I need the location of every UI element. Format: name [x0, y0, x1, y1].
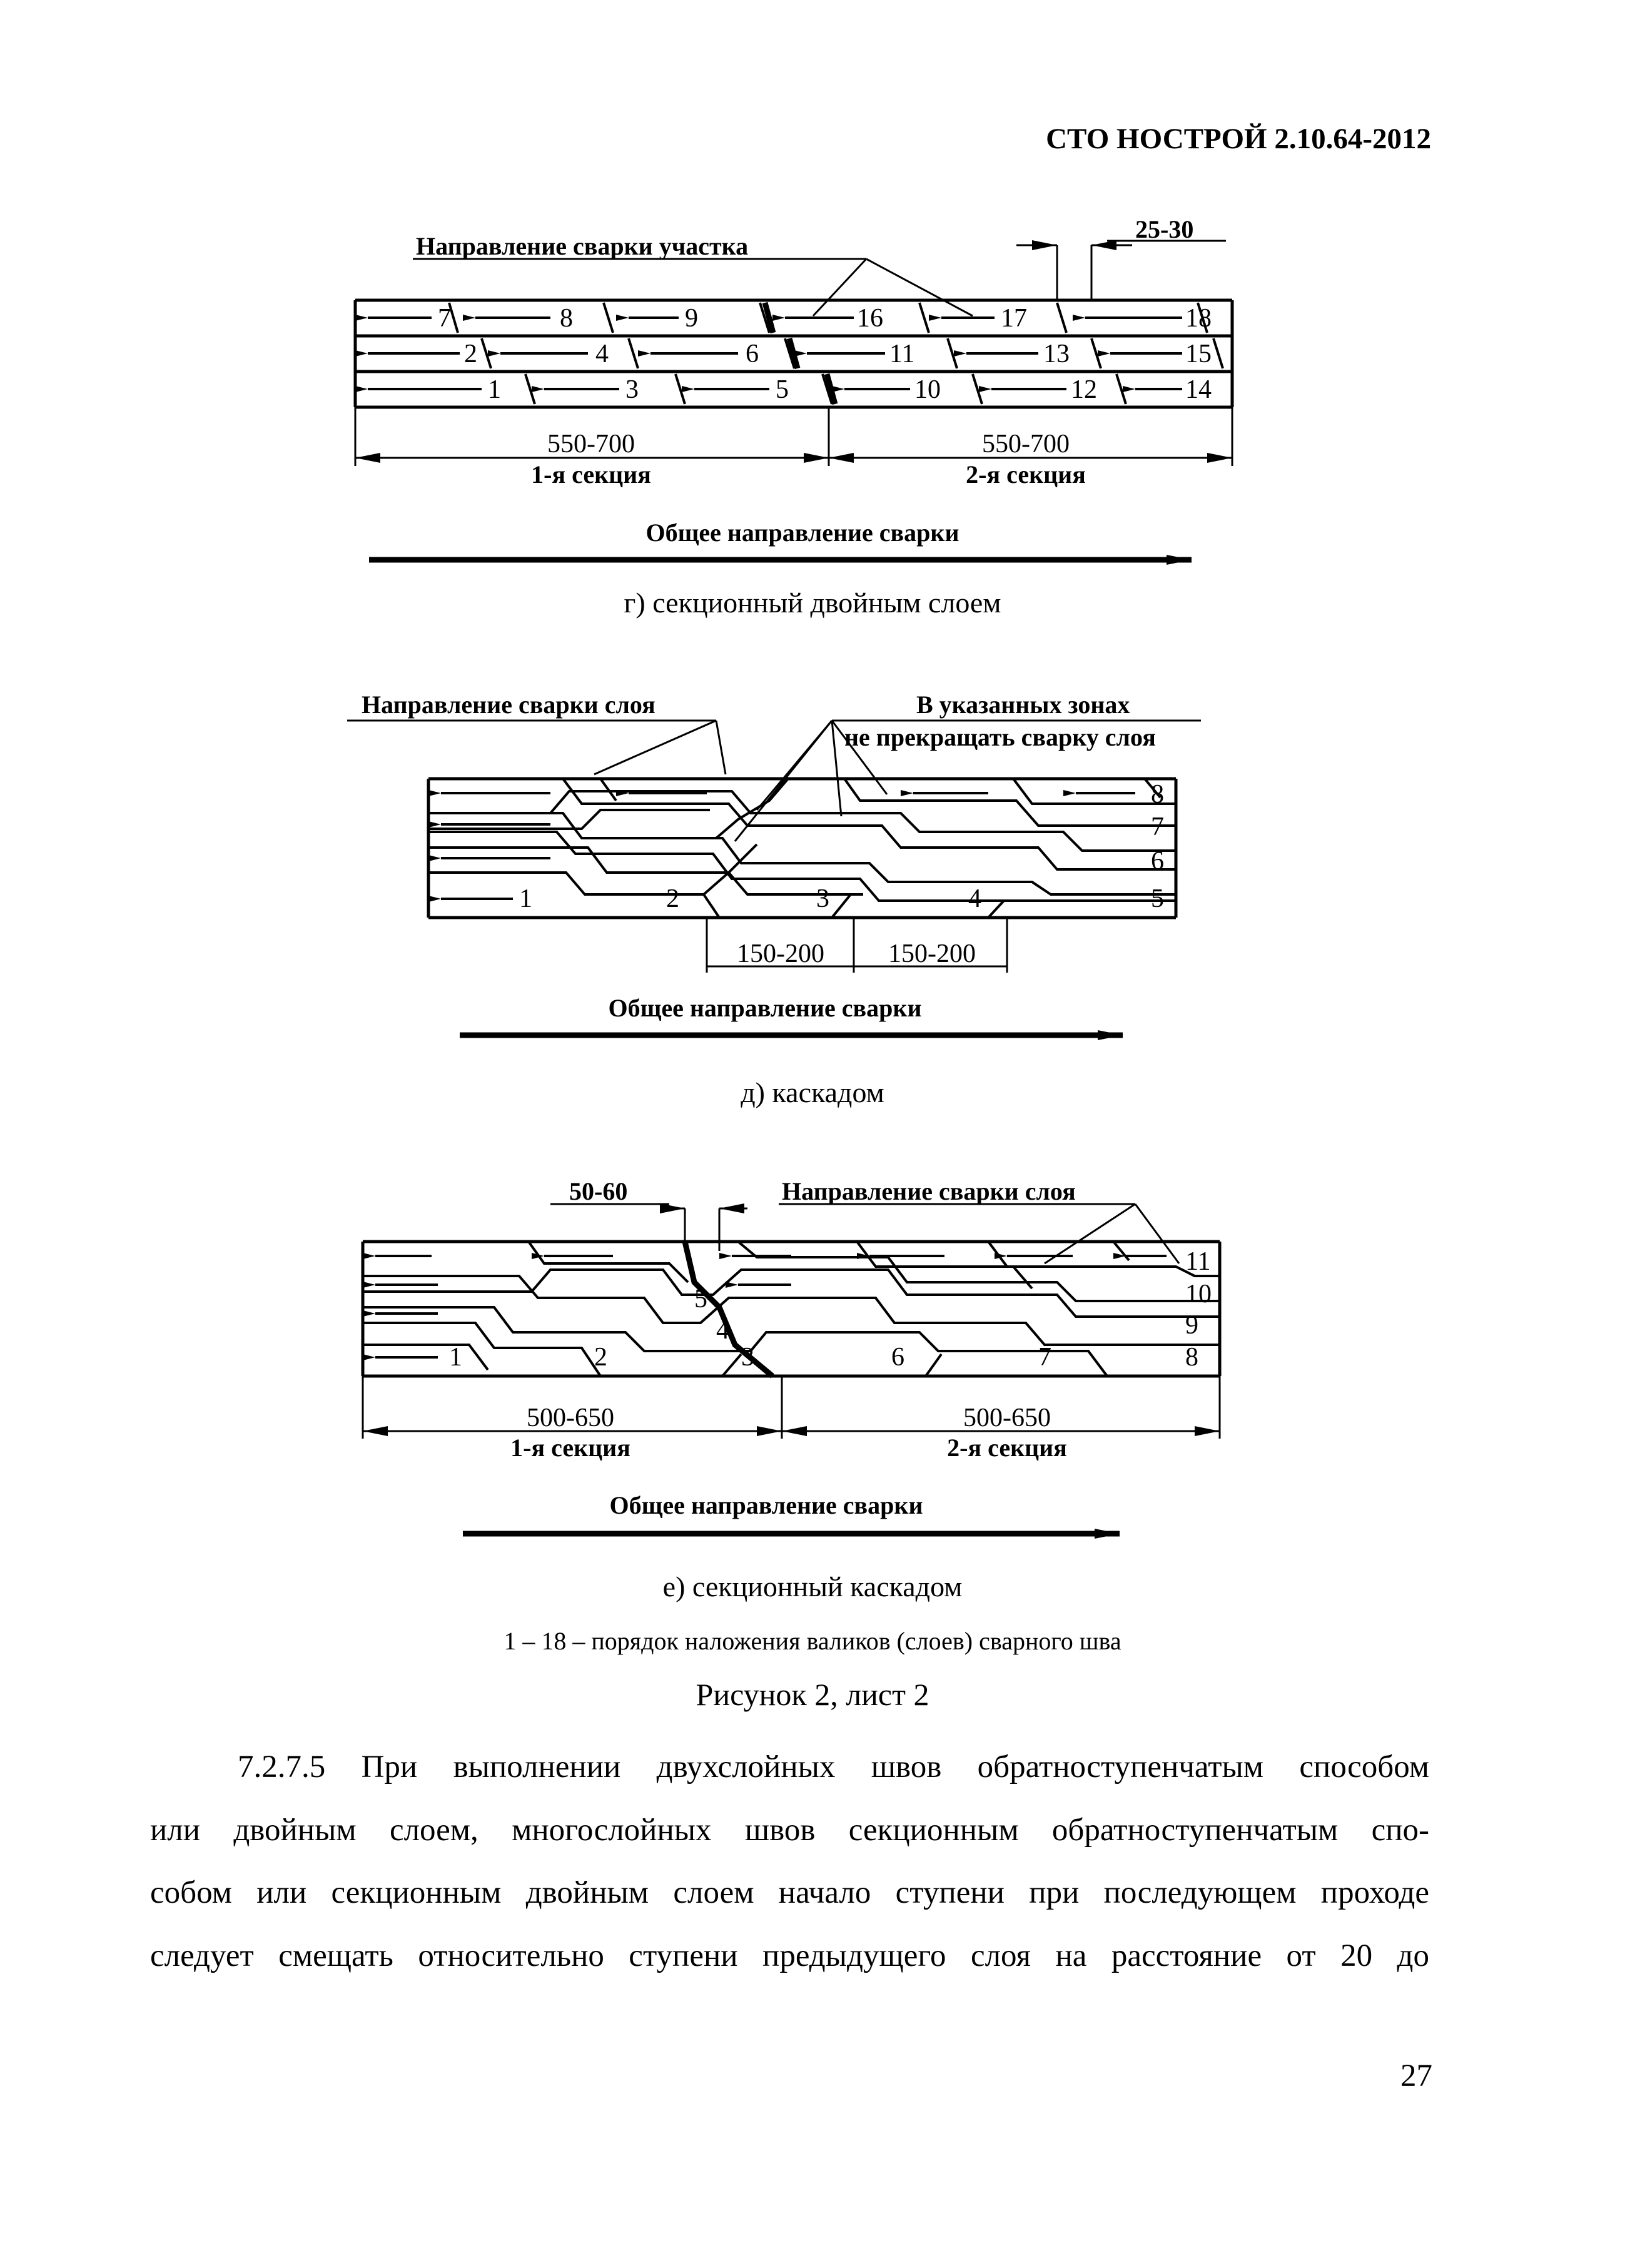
document-code-header: СТО НОСТРОЙ 2.10.64-2012: [1046, 123, 1431, 155]
fig-d-layer-number: 6: [1151, 847, 1164, 876]
fig-e-bead-number: 1: [449, 1343, 462, 1372]
fig-e-direction-label: Направление сварки слоя: [782, 1177, 1076, 1205]
fig-e-overall-direction-label: Общее направление сварки: [609, 1491, 923, 1519]
fig-g-bead-number: 11: [889, 340, 915, 368]
fig-e-bead-number: 6: [891, 1343, 904, 1372]
body-paragraph: [150, 1736, 1429, 1987]
fig-d-zone-label-1: В указанных зонах: [916, 691, 1130, 719]
fig-g-bead-number: 17: [1001, 304, 1027, 333]
fig-g-dimension-1: 550-700: [547, 430, 635, 458]
fig-g-bead-number: 16: [857, 304, 883, 333]
fig-d-layer-number: 8: [1151, 780, 1164, 809]
figure-legend: 1 – 18 – порядок наложения валиков (слоев) сварного шва: [504, 1627, 1121, 1655]
figure-d-cascade: [0, 682, 1625, 1070]
fig-d-dimension-2: 150-200: [888, 939, 976, 968]
fig-e-bead-number: 10: [1185, 1280, 1212, 1309]
fig-g-bead-number: 15: [1185, 340, 1212, 368]
figure-g-sectional-double-layer: [0, 206, 1625, 613]
fig-e-bead-number: 3: [741, 1343, 754, 1372]
fig-e-section-2: 2-я секция: [947, 1434, 1067, 1462]
fig-g-bead-number: 7: [438, 304, 451, 333]
paragraph-line: собом или секционным двойным слоем начало ступени при последующем проходе: [150, 1875, 1429, 1910]
fig-g-bead-number: 13: [1043, 340, 1070, 368]
fig-g-bead-number: 1: [488, 375, 501, 404]
fig-g-bead-number: 12: [1071, 375, 1097, 404]
fig-e-caption: е) секционный каскадом: [662, 1571, 963, 1602]
fig-g-section-2: 2-я секция: [966, 460, 1086, 489]
fig-g-overall-direction-label: Общее направление сварки: [645, 519, 959, 547]
fig-g-bead-number: 6: [746, 340, 759, 368]
fig-g-bead-number: 2: [464, 340, 477, 368]
fig-d-overall-direction-label: Общее направление сварки: [608, 994, 922, 1022]
fig-e-bead-number: 9: [1185, 1311, 1198, 1340]
figure-title: Рисунок 2, лист 2: [696, 1677, 929, 1712]
fig-e-dimension-1: 500-650: [527, 1404, 614, 1432]
fig-g-section-1: 1-я секция: [531, 460, 651, 489]
fig-e-gap-label: 50-60: [569, 1177, 628, 1205]
page-number: 27: [1400, 2058, 1432, 2093]
fig-g-gap-label: 25-30: [1135, 215, 1194, 243]
fig-e-dimension-2: 500-650: [963, 1404, 1051, 1432]
fig-g-bead-number: 18: [1185, 304, 1212, 333]
fig-g-bead-number: 5: [776, 375, 789, 404]
fig-e-bead-number: 7: [1038, 1343, 1051, 1372]
fig-g-caption: г) секционный двойным слоем: [624, 587, 1001, 619]
fig-d-caption: д) каскадом: [741, 1076, 884, 1108]
fig-d-layer-number: 7: [1151, 813, 1164, 841]
fig-g-bead-number: 4: [595, 340, 609, 368]
fig-d-bead-number: 2: [666, 884, 679, 913]
fig-g-bead-number: 14: [1185, 375, 1212, 404]
fig-d-layer-number: 5: [1151, 884, 1164, 913]
fig-d-direction-label: Направление сварки слоя: [362, 691, 656, 719]
fig-g-bead-number: 10: [914, 375, 941, 404]
fig-d-dimension-1: 150-200: [737, 939, 824, 968]
fig-g-direction-label: Направление сварки участка: [416, 232, 749, 260]
fig-g-bead-number: 8: [560, 304, 573, 333]
fig-d-bead-number: 1: [519, 884, 532, 913]
paragraph-line: или двойным слоем, многослойных швов секционным обратноступенчатым спо-: [150, 1812, 1429, 1848]
fig-e-bead-number: 4: [716, 1316, 729, 1345]
paragraph-line: 7.2.7.5 При выполнении двухслойных швов обратноступенчатым способом: [238, 1749, 1429, 1785]
fig-e-bead-number: 11: [1185, 1247, 1211, 1276]
fig-e-section-1: 1-я секция: [510, 1434, 630, 1462]
fig-e-bead-number: 8: [1185, 1343, 1198, 1372]
fig-d-zone-label-2: не прекращать сварку слоя: [844, 723, 1156, 751]
fig-g-dimension-2: 550-700: [982, 430, 1070, 458]
fig-e-bead-number: 2: [594, 1343, 607, 1372]
fig-d-bead-number: 4: [968, 884, 981, 913]
fig-e-bead-number: 5: [694, 1285, 707, 1314]
fig-g-bead-number: 9: [685, 304, 698, 333]
fig-g-bead-number: 3: [625, 375, 639, 404]
paragraph-line: следует смещать относительно ступени предыдущего слоя на расстояние от 20 до: [150, 1938, 1429, 1973]
figure-e-sectional-cascade: [0, 1163, 1625, 1551]
fig-d-bead-number: 3: [816, 884, 829, 913]
